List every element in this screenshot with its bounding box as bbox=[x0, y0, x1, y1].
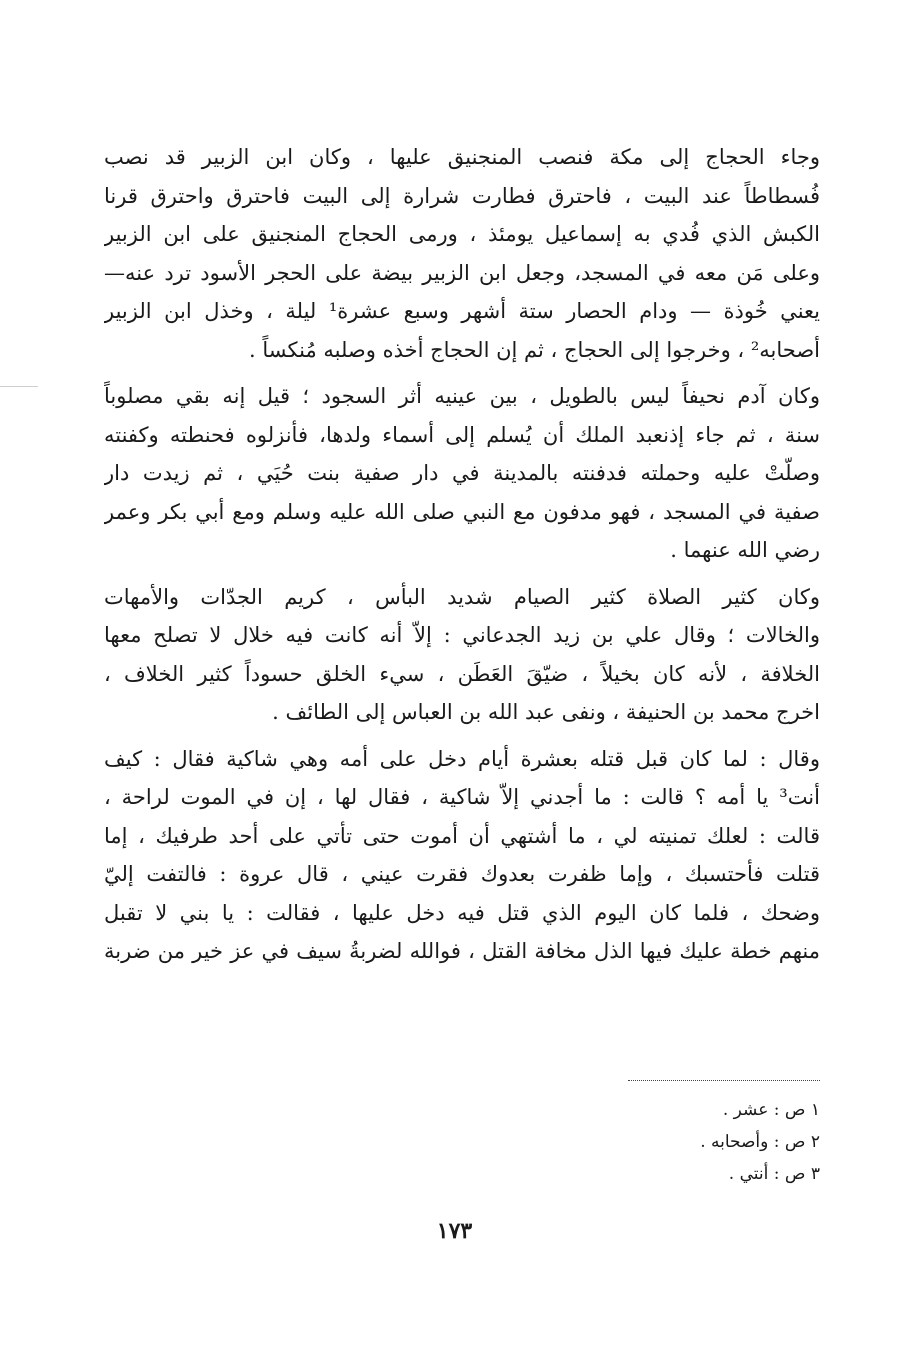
text-line: منهم خطة عليك فيها الذل مخافة القتل ، فوالله لضربةُ سيف في عز خير من ضربة bbox=[104, 939, 820, 963]
main-text bbox=[104, 138, 820, 979]
text-line: وصلّتْ عليه وحملته فدفنته بالمدينة في دار صفية بنت حُيَي ، ثم زيدت دار bbox=[104, 461, 820, 485]
text-line: وقال : لما كان قبل قتله بعشرة أيام دخل على أمه وهي شاكية فقال : كيف bbox=[104, 746, 820, 771]
text-line: وكان كثير الصلاة كثير الصيام شديد البأس ، كريم الجدّات والأمهات bbox=[104, 584, 820, 609]
paragraph-3 bbox=[104, 578, 820, 732]
page-number: ١٧٣ bbox=[436, 1218, 473, 1244]
text-line: الكبش الذي فُدي به إسماعيل يومئذ ، ورمى الحجاج المنجنيق على ابن الزبير bbox=[104, 222, 820, 246]
text-line: أنت³ يا أمه ؟ قالت : ما أجدني إلاّ شاكية ، فقال لها ، إن في الموت لراحة ، bbox=[104, 785, 820, 809]
text-line: فُسطاطاً عند البيت ، فاحترق فطارت شرارة إلى البيت فاحترق واحترق قرنا bbox=[104, 183, 820, 208]
text-line: والخالات ؛ وقال علي بن زيد الجدعاني : إلاّ أنه كانت فيه خلال لا تصلح معها bbox=[104, 623, 820, 647]
footnote-2: ٢ ص : وأصحابه . bbox=[700, 1132, 820, 1152]
text-line: الخلافة ، لأنه كان بخيلاً ، ضيّقَ العَطَن ، سيء الخلق حسوداً كثير الخلاف ، bbox=[104, 661, 820, 686]
text-line: رضي الله عنهما . bbox=[670, 538, 820, 562]
text-line: صفية في المسجد ، فهو مدفون مع النبي صلى الله عليه وسلم ومع أبي بكر وعمر bbox=[104, 499, 820, 524]
text-line: قتلت فأحتسبك ، وإما ظفرت بعدوك فقرت عيني ، قال عروة : فالتفت إليّ bbox=[104, 862, 820, 886]
text-line: وعلى مَن معه في المسجد، وجعل ابن الزبير بيضة على الحجر الأسود ترد عنه— bbox=[104, 260, 820, 285]
margin-mark bbox=[0, 386, 38, 388]
footnote-1: ١ ص : عشر . bbox=[722, 1100, 820, 1120]
paragraph-1 bbox=[104, 138, 820, 369]
text-line: وضحك ، فلما كان اليوم الذي قتل فيه دخل عليها ، فقالت : يا بني لا تقبل bbox=[104, 900, 820, 925]
text-line: اخرج محمد بن الحنيفة ، ونفى عبد الله بن العباس إلى الطائف . bbox=[272, 700, 820, 724]
text-line: وكان آدم نحيفاً ليس بالطويل ، بين عينيه أثر السجود ؛ قيل إنه بقي مصلوباً bbox=[104, 384, 820, 408]
text-line: سنة ، ثم جاء إذنعبد الملك أن يُسلم إلى أسماء ولدها، فأنزلوه فحنطته وكفنته bbox=[104, 422, 820, 447]
text-line: أصحابه² ، وخرجوا إلى الحجاج ، ثم إن الحجاج أخذه وصلبه مُنكساً . bbox=[249, 337, 820, 362]
text-line: يعني خُوذة — ودام الحصار ستة أشهر وسبع عشرة¹ ليلة ، وخذل ابن الزبير bbox=[104, 299, 820, 323]
paragraph-4 bbox=[104, 740, 820, 971]
footnote-divider bbox=[628, 1080, 820, 1081]
footnotes bbox=[520, 1094, 820, 1190]
paragraph-2 bbox=[104, 377, 820, 570]
footnote-3: ٣ ص : أنتي . bbox=[728, 1164, 820, 1184]
text-line: وجاء الحجاج إلى مكة فنصب المنجنيق عليها ، وكان ابن الزبير قد نصب bbox=[104, 145, 820, 169]
text-line: قالت : لعلك تمنيته لي ، ما أشتهي أن أموت حتى تأتي على أحد طرفيك ، إما bbox=[104, 823, 820, 848]
